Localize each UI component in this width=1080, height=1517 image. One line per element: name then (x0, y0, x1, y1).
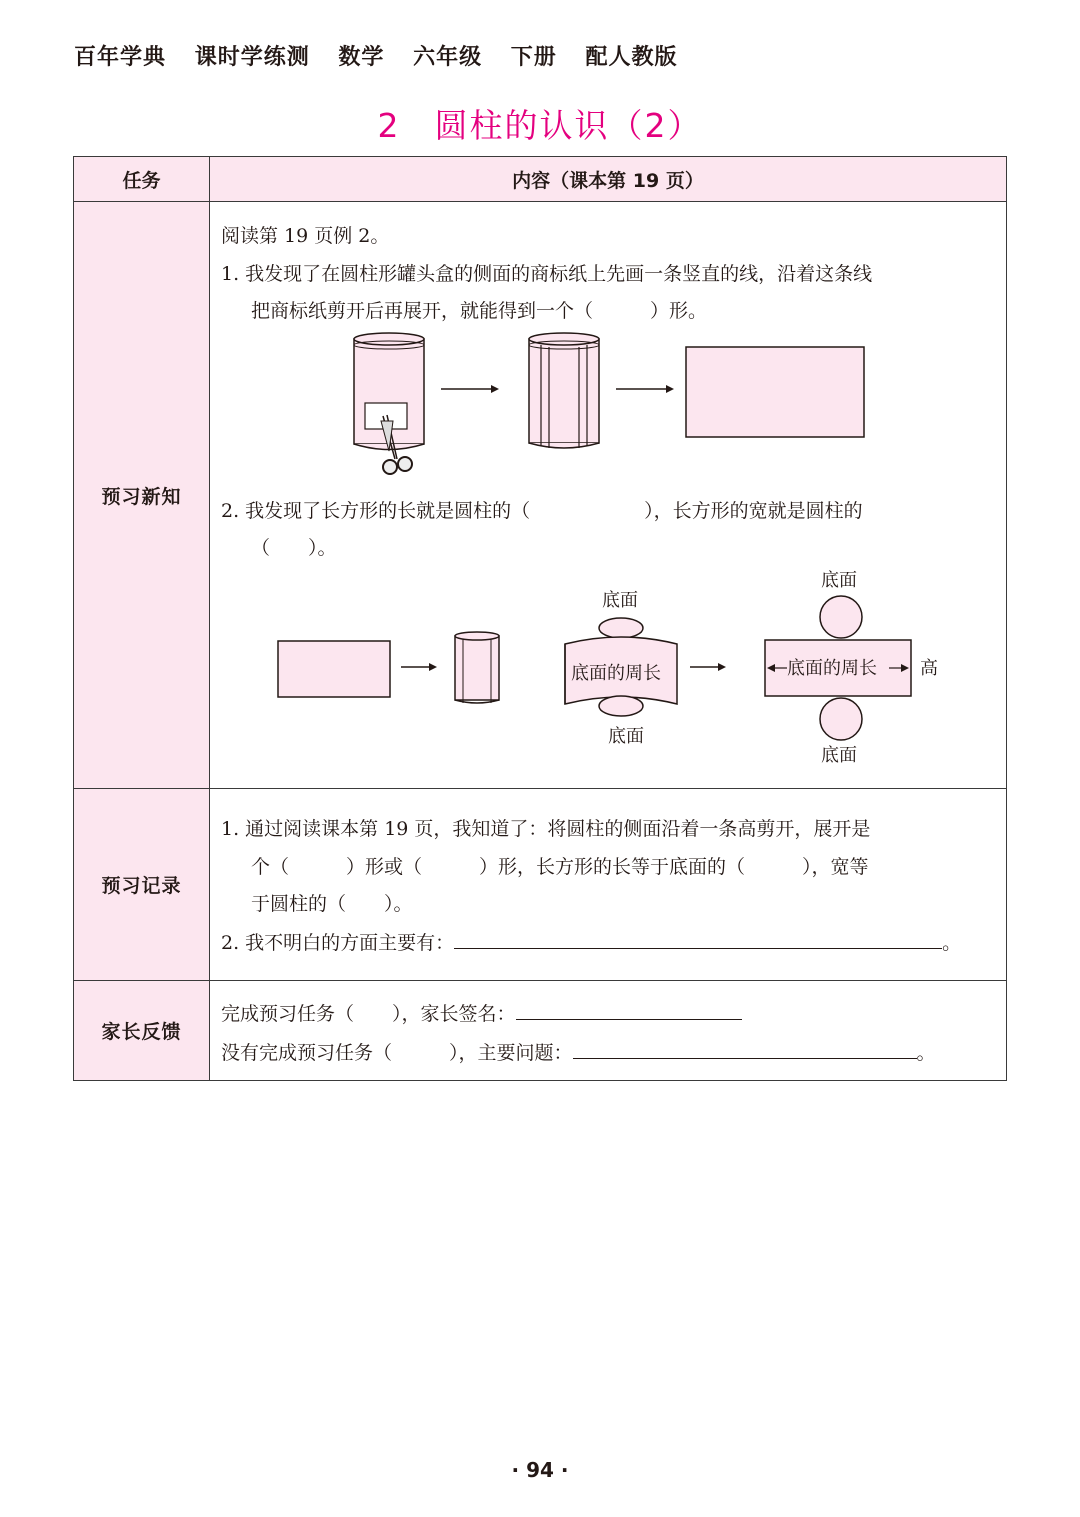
header-book: 课时学练测 (194, 45, 310, 70)
lateral-rectangle (278, 641, 390, 697)
cylinder-flat-net (765, 570, 938, 766)
label-base-perimeter-net: 底面的周长 (787, 657, 877, 679)
record-line4 (221, 924, 996, 963)
header-grade: 六年级 (413, 45, 483, 70)
preview-intro: 阅读第 19 页例 2。 (221, 225, 390, 247)
parent-line2 (221, 1034, 996, 1073)
arrow-icon (690, 663, 726, 671)
preview-q1-line1: 1. 我发现了在圆柱形罐头盒的侧面的商标纸上先画一条竖直的线，沿着这条线 (221, 262, 873, 285)
label-net-bottom-face-bottom: 底面 (821, 744, 857, 766)
column-header-task: 任务 (74, 157, 210, 202)
header-series: 百年学典 (74, 45, 167, 70)
arrow-icon (616, 385, 674, 393)
column-header-content: 内容（课本第 19 页） (210, 157, 1007, 202)
label-bottom-face-bottom: 底面 (608, 725, 644, 747)
cylinder-net-3d (565, 590, 677, 747)
record-line1: 1. 通过阅读课本第 19 页，我知道了：将圆柱的侧面沿着一条高剪开，展开是 (221, 818, 871, 840)
header-subject: 数学 (338, 45, 385, 70)
unrolled-rectangle (686, 347, 864, 437)
lesson-number: 2 (377, 106, 401, 145)
preview-q2-line2: （ ）。 (251, 537, 337, 559)
can-unroll-diagram (221, 331, 996, 481)
content-record (210, 789, 1007, 981)
can-cut-open (529, 333, 599, 448)
label-net-bottom-face-top: 底面 (821, 569, 857, 591)
preview-q2-line1: 2. 我发现了长方形的长就是圆柱的（ ），长方形的宽就是圆柱的 (221, 499, 863, 522)
main-problem-answer-line[interactable] (573, 1034, 917, 1059)
record-line2: 个（ ）形或（ ）形，长方形的长等于底面的（ ），宽等 (251, 855, 869, 878)
arrow-icon (401, 663, 437, 671)
lesson-title (0, 100, 1080, 147)
label-height: 高 (920, 657, 938, 679)
task-label-record: 预习记录 (74, 789, 210, 981)
net-diagram (221, 568, 996, 788)
task-label-preview: 预习新知 (74, 202, 210, 789)
lesson-name: 圆柱的认识（2） (434, 106, 703, 145)
table-header-row (74, 157, 1007, 202)
preview-q1-line2: 把商标纸剪开后再展开，就能得到一个（ ）形。 (251, 300, 708, 322)
table-row-record (74, 789, 1007, 981)
page-number: · 94 · (511, 1458, 569, 1482)
parent-completed-text: 完成预习任务（ ），家长签名： (221, 1003, 516, 1025)
table-row-parent (74, 981, 1007, 1081)
label-bottom-face-top: 底面 (602, 589, 638, 611)
record-question-2: 2. 我不明白的方面主要有： (221, 931, 455, 954)
unclear-points-answer-line[interactable] (454, 924, 942, 949)
book-header (74, 40, 697, 71)
parent-line1 (221, 995, 996, 1034)
parent-not-completed-text: 没有完成预习任务（ ），主要问题： (221, 1041, 573, 1064)
record-line4-end: 。 (942, 931, 962, 954)
header-volume: 下册 (510, 45, 557, 70)
table-row-preview (74, 202, 1007, 789)
content-parent (210, 981, 1007, 1081)
parent-signature-line[interactable] (516, 995, 742, 1020)
label-base-perimeter-3d: 底面的周长 (571, 662, 661, 684)
parent-line2-end: 。 (916, 1041, 936, 1064)
record-line3: 于圆柱的（ ）。 (251, 893, 413, 915)
content-preview (210, 202, 1007, 789)
rolled-cylinder (455, 632, 499, 703)
header-edition: 配人教版 (585, 45, 678, 70)
task-label-parent: 家长反馈 (74, 981, 210, 1081)
preview-table (73, 156, 1007, 1081)
arrow-icon (441, 385, 499, 393)
